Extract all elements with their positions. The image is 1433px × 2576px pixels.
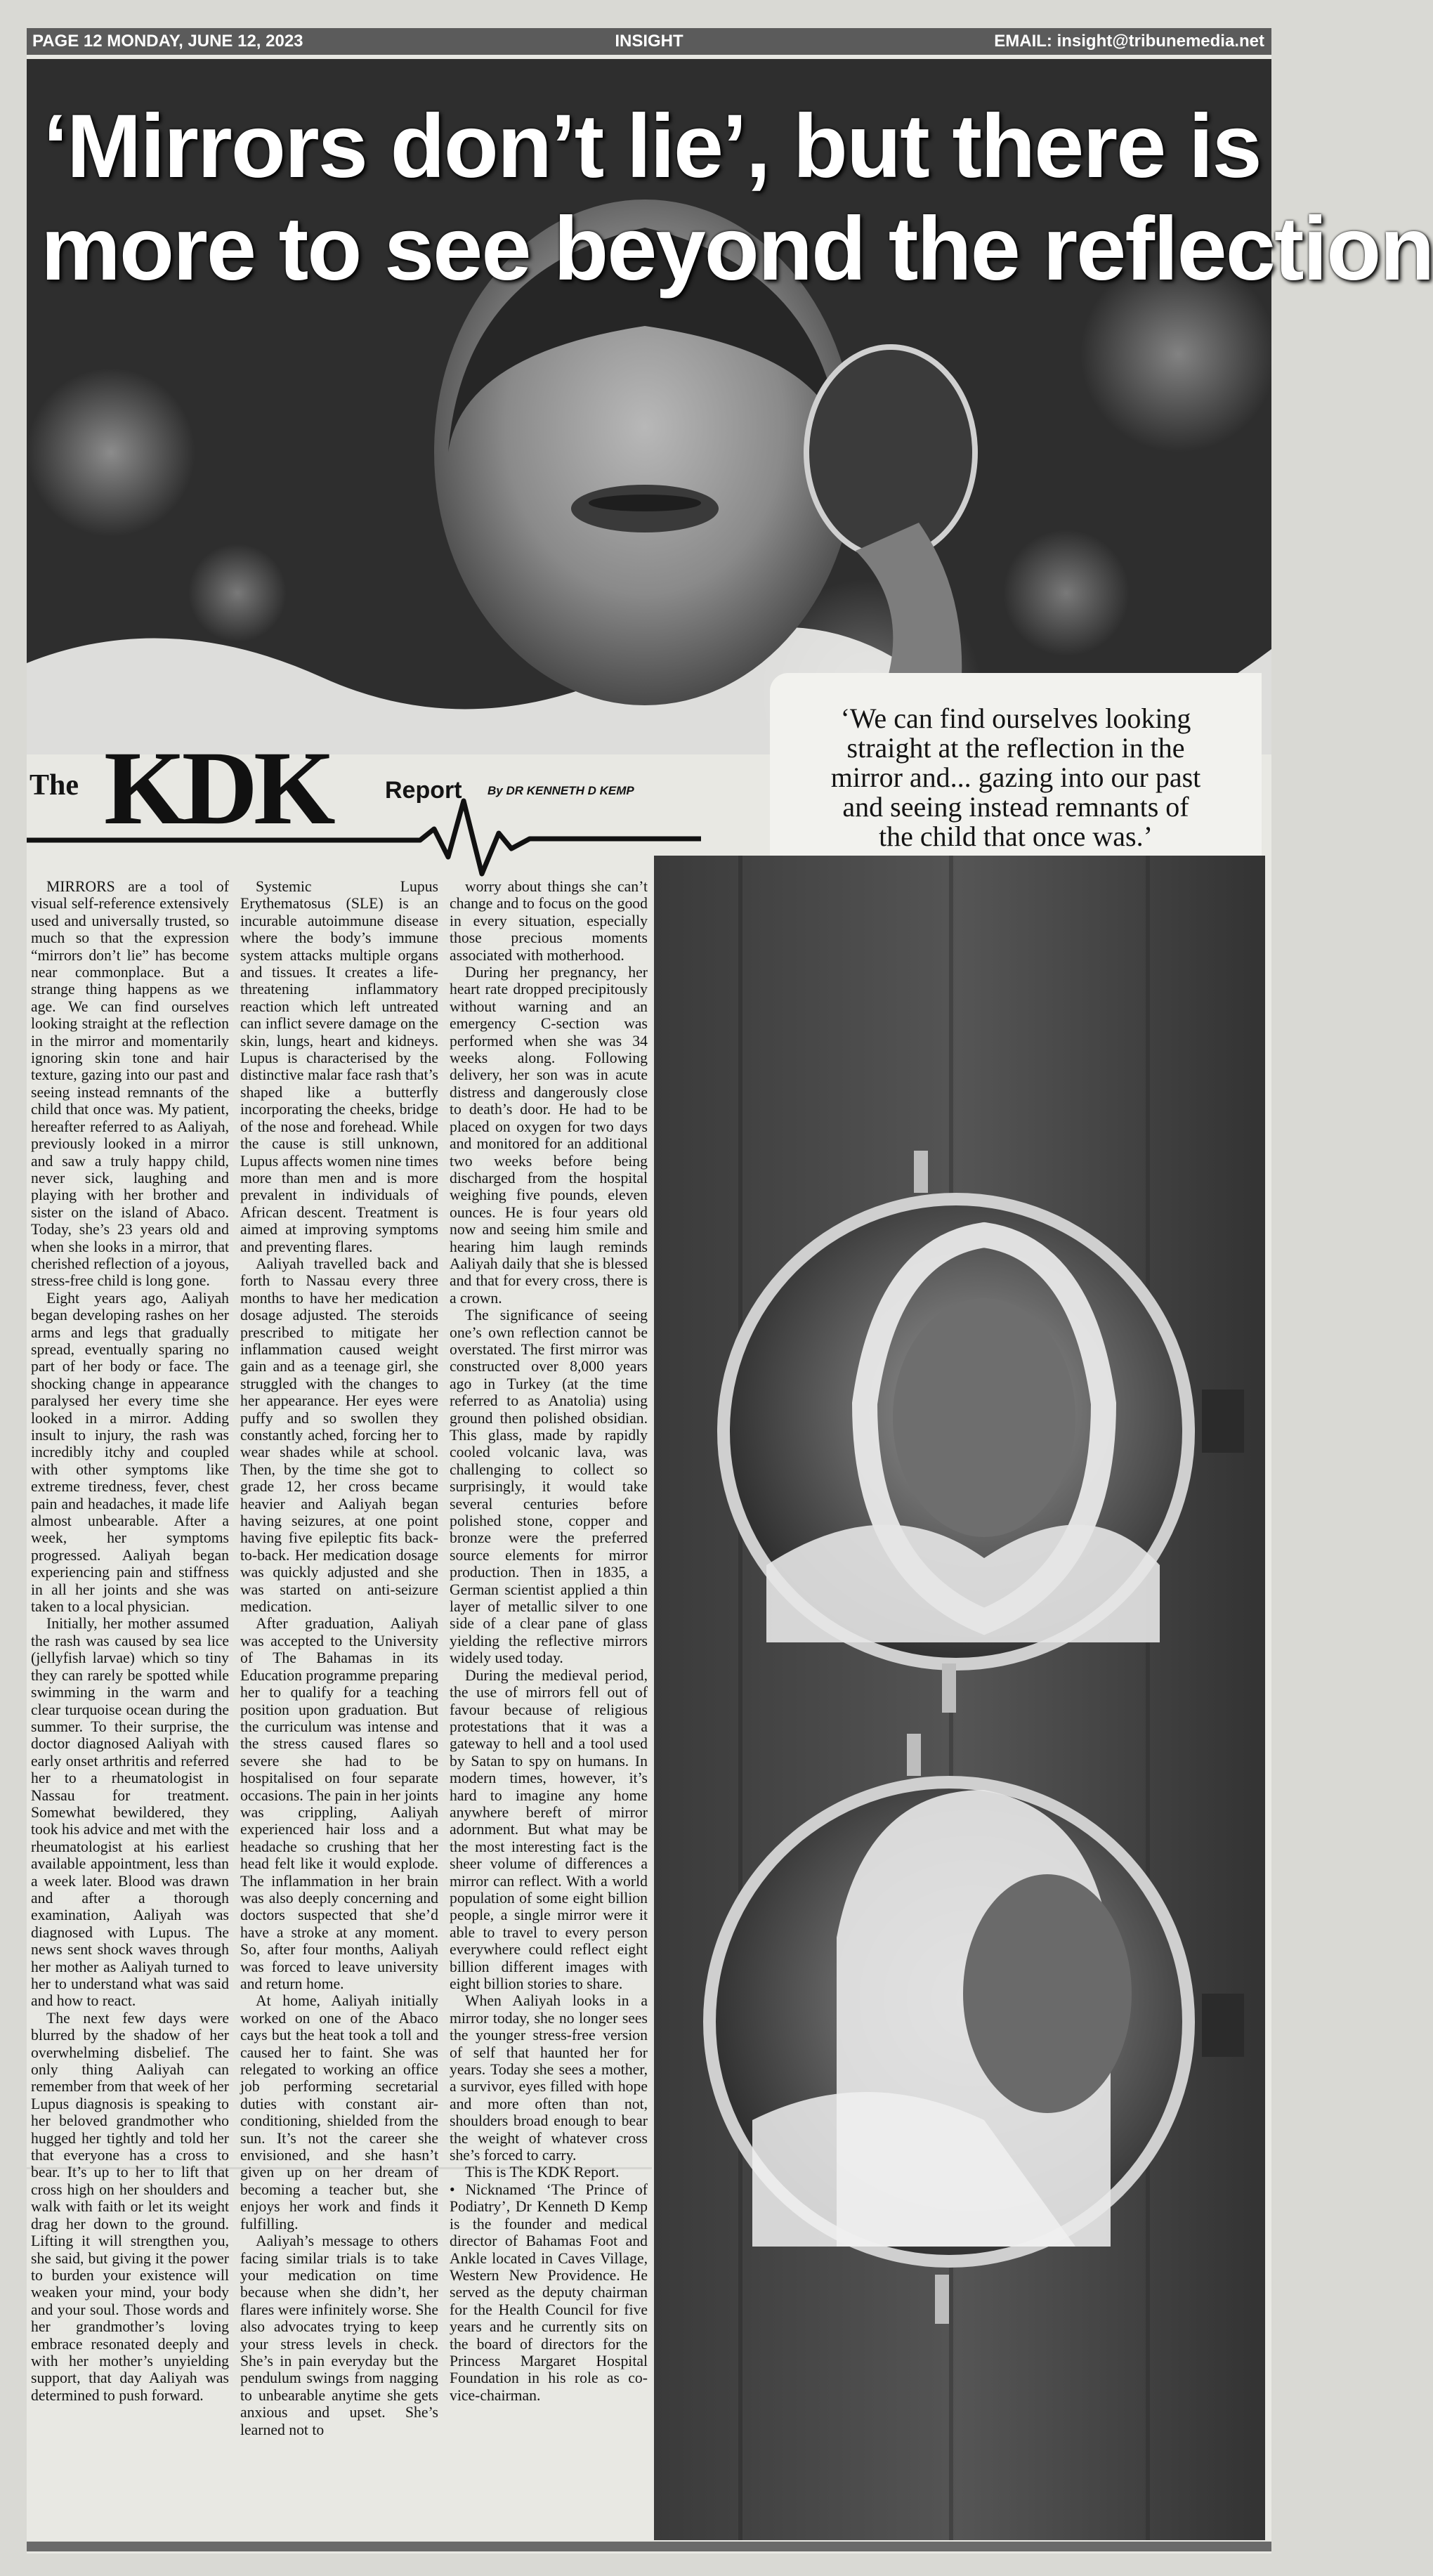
paragraph: During the medieval period, the use of mirrors fell out of favour because of religious protestations that it was a gateway to hell and a tool used by Satan to spy on humans. In modern times, however, it’s hard to imagine any home anywhere bereft of mirror adornment. But what may be the most interesting fact is the sheer volume of differences a mirror can reflect. With a world population of some eight billion people, a single mirror were it able to travel to every person everywhere could reflect eight billion different images with eight billion stories to share.	[450, 1666, 648, 1992]
paragraph: Systemic Lupus Erythematosus (SLE) is an incurable autoimmune disease where the body’s immune system attacks multiple organs and tissues. It creates a life-threatening inflammatory reaction which left untreated can inflict severe damage on the skin, lungs, heart and kidneys. Lupus is characterised by the distinctive malar face rash that’s shaped like a butterfly incorporating the cheeks, bridge of the nose and forehead. While the cause is still unknown, Lupus affects women nine times more than men and is more prevalent in individuals of African descent. Treatment is aimed at improving symptoms and preventing flares.	[240, 878, 438, 1255]
paragraph: When Aaliyah looks in a mirror today, she no longer sees the younger stress-free version of self that haunted her for years. Today she sees a mother, a survivor, eyes filled with hope and more often than not, shoulders broad enough to bear the weight of whatever cross she’s forced to carry.	[450, 1992, 648, 2164]
newspaper-page	[27, 28, 1433, 2554]
paragraph: After graduation, Aaliyah was accepted to the University of The Bahamas in its Education programme preparing her to qualify for a teaching position upon graduation. But the curriculum was intense and the stress caused flares so severe she had to be hospitalised on four separate occasions. The pain in her joints was crippling, Aaliyah experienced hair loss and a headache so crushing that her head felt like it would explode. The inflammation in her brain was also deeply concerning and doctors suspected that she’d have a stroke at any moment. So, after four months, Aaliyah was forced to leave university and return home.	[240, 1615, 438, 1992]
paragraph: At home, Aaliyah initially worked on one of the Abaco cays but the heat took a toll and caused her to faint. She was relegated to working an office job performing secretarial duties with constant air-conditioning, shielded from the sun. It’s not the career she envisioned, and she hasn’t given up on her dream of becoming a teacher but, she enjoys her work and finds it fulfilling.	[240, 1992, 438, 2232]
pull-quote-line-3: mirror and... gazing into our past	[830, 761, 1201, 793]
pull-quote	[770, 673, 1262, 857]
mirror-photo-illustration	[654, 856, 1265, 2540]
article-column-3	[450, 878, 648, 2522]
paragraph: Eight years ago, Aaliyah began developing rashes on her arms and legs that gradually spread, eventually sparing no part of her body or face. The shocking change in appearance paralysed her every time she looked in a mirror. Adding insult to injury, the rash was incredibly itchy and coupled with other symptoms like extreme tiredness, fever, chest pain and headaches, it made life almost unbearable. After a week, her symptoms progressed. Aaliyah began experiencing pain and stiffness in all her joints and she was taken to a local physician.	[31, 1289, 229, 1616]
article-body	[27, 878, 652, 2522]
page-date: PAGE 12 MONDAY, JUNE 12, 2023	[32, 32, 303, 51]
pull-quote-line-1: ‘We can find ourselves looking	[840, 702, 1191, 734]
hero-photo	[27, 59, 1433, 754]
paragraph: worry about things she can’t change and to focus on the good in every situation, especially those precious moments associated with motherhood.	[450, 878, 648, 964]
masthead-bar	[27, 28, 1271, 55]
paragraph: Aaliyah travelled back and forth to Nassau every three months to have her medication dosage adjusted. The steroids prescribed to mitigate her inflammation caused weight gain and as a teenage girl, she struggled with the changes to her appearance. Her eyes were puffy and so swollen they constantly ached, forcing her to wear shades while at school. Then, by the time she got to grade 12, her cross became heavier and Aaliyah began having seizures, at one point having five epileptic fits back-to-back. Her medication dosage was quickly adjusted and she was started on anti-seizure medication.	[240, 1255, 438, 1616]
logo-the: The	[30, 769, 79, 802]
page-bottom-rule	[27, 2542, 1271, 2551]
author-bio: • Nicknamed ‘The Prince of Podiatry’, Dr Kenneth D Kemp is the founder and medical director of Bahamas Foot and Ankle located in Caves Village, Western New Providence. He served as the deputy chairman for the Health Council for five years and he currently sits on the board of directors for the Princess Margaret Hospital Foundation in his role as co-vice-chairman.	[450, 2181, 648, 2404]
article-column-2	[240, 878, 438, 2522]
logo-kdk: KDK	[104, 730, 332, 846]
paragraph: This is The KDK Report.	[465, 2164, 620, 2181]
pull-quote-line-5: the child that once was.’	[879, 820, 1153, 852]
paragraph: Initially, her mother assumed the rash was caused by sea lice (jellyfish larvae) which so tiny they can rarely be spotted while swimming in the warm and clear turquoise ocean during the summer. To their surprise, the doctor diagnosed Aaliyah with early onset arthritis and referred her to a rheumatologist in Nassau for treatment. Somewhat bewildered, they took his advice and met with the rheumatologist at his earliest available appointment, less than a week later. Blood was drawn and after a thorough examination, Aaliyah was diagnosed with Lupus. The news sent shock waves through her mother as Aaliyah turned to her to understand what was said and how to react.	[31, 1615, 229, 2010]
pull-quote-line-2: straight at the reflection in the	[846, 732, 1185, 764]
paragraph: The significance of seeing one’s own reflection cannot be overstated. The first mirror was constructed over 8,000 years ago in Turkey (at the time referred to as Anatolia) using ground then polished obsidian. This glass, made by rapidly cooled volcanic lava, was challenging to collect so surprisingly, it would take several centuries before polished stone, copper and bronze were the preferred source elements for mirror production. Then in 1835, a German scientist applied a thin layer of metallic silver to one side of a clear pane of glass yielding the reflective mirrors widely used today.	[450, 1307, 648, 1667]
paragraph: During her pregnancy, her heart rate dropped precipitously without warning and an emergency C-section was performed when she was 34 weeks along. Following delivery, her son was in acute distress and dangerously close to death’s door. He had to be placed on oxygen for two days and monitored for an additional two weeks before being discharged from the hospital weighing five pounds, eleven ounces. He is four years old now and seeing him smile and hearing him laugh reminds Aaliyah daily that she is blessed and that for every cross, there is a crown.	[450, 964, 648, 1307]
logo-report: Report	[385, 777, 462, 804]
paragraph: The next few days were blurred by the shadow of her overwhelming disbelief. The only thing Aaliyah can remember from that week of her Lupus diagnosis is speaking to her beloved grandmother who hugged her tightly and told her that everyone has a cross to bear. It’s up to her to lift that cross high on her shoulders and walk with faith or let its weight drag her down to the ground. Lifting it will strengthen you, she said, but giving it the power to burden your existence will weaken your mind, your body and your soul. Those words and her grandmother’s loving embrace resonated deeply and with her mother’s unyielding support, that day Aaliyah was determined to push forward.	[31, 2009, 229, 2404]
contact-email: EMAIL: insight@tribunemedia.net	[994, 32, 1264, 51]
article-column-1	[31, 878, 229, 2522]
column-logo	[27, 724, 729, 885]
mirror-photo	[654, 856, 1265, 2540]
pull-quote-line-4: and seeing instead remnants of	[842, 791, 1189, 823]
paragraph: Aaliyah’s message to others facing similar trials is to take your medication on time because when she didn’t, her flares were infinitely worse. She also advocates trying to keep your stress levels in check. She’s in pain everyday but the pendulum swings from nagging to unbearable anytime she gets anxious and upset. She’s learned not to	[240, 2232, 438, 2438]
headline	[41, 96, 1433, 301]
section-name: INSIGHT	[615, 32, 683, 51]
headline-line-1: ‘Mirrors don’t lie’, but there is	[43, 96, 1261, 197]
paragraph: MIRRORS are a tool of visual self-reference extensively used and universally trusted, so much so that the expression “mirrors don’t lie” has become near commonplace. But a strange thing happens as we age. We can find ourselves looking straight at the reflection in the mirror and momentarily ignoring skin tone and hair texture, gazing into our past and seeing instead remnants of the child that once was. My patient, hereafter referred to as Aaliyah, previously looked in a mirror and saw a truly happy child, never sick, laughing and playing with her brother and sister on the island of Abaco. Today, she’s 23 years old and when she looks in a mirror, that cherished reflection of a joyous, stress-free child is long gone.	[31, 878, 229, 1290]
headline-line-2: more to see beyond the reflection	[41, 199, 1433, 299]
byline: By DR KENNETH D KEMP	[488, 784, 634, 797]
